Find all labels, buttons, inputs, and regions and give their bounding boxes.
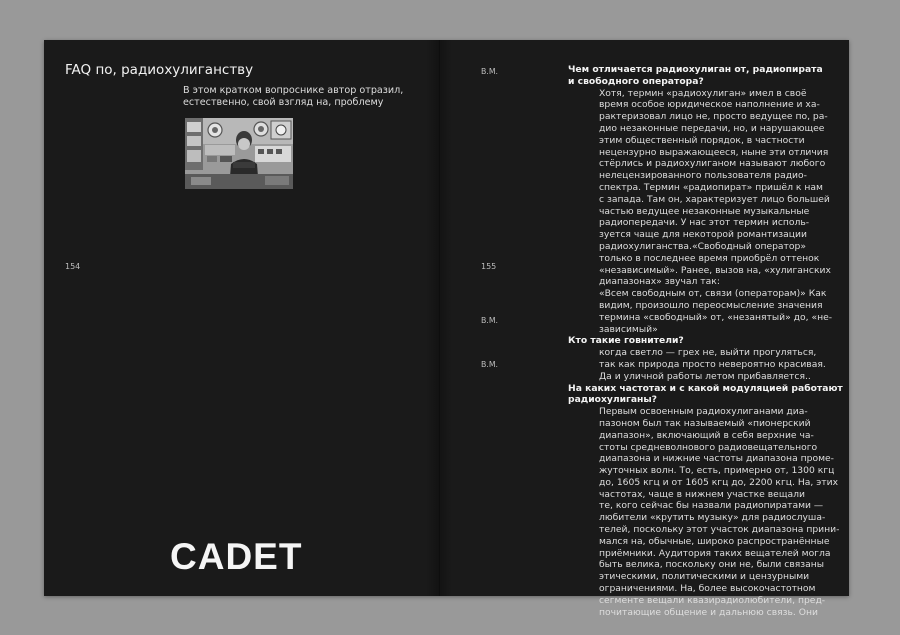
answer-line: те, кого сейчас бы назвали радиопиратами —	[599, 500, 824, 512]
question-line: Кто такие говнители?	[568, 335, 684, 347]
page-title: FAQ по, радиохулиганству	[65, 62, 254, 78]
answer-line: стоты средневолнового радиовещательного	[599, 441, 818, 453]
answer-line: Хотя, термин «радиохулиган» имел в своё	[599, 87, 807, 99]
question-line: и свободного оператора?	[568, 75, 704, 87]
answer-line: зависимый»	[599, 323, 658, 335]
answer-line: быть велика, поскольку они не, были связаны	[599, 559, 825, 571]
answer-line: спектра. Термин «радиопират» пришёл к нам	[599, 181, 823, 193]
intro-text	[183, 85, 413, 109]
page-number-left: 154	[65, 262, 81, 271]
answer-line: нецензурно выражающееся, ныне эти отличия	[599, 146, 829, 158]
answer-line: так как природа просто невероятно красивая.	[599, 358, 826, 370]
question-line: радиохулиганы?	[568, 394, 658, 406]
answer-line: дио незаконные передачи, но, и нарушающее	[599, 122, 825, 134]
gutter-line	[439, 40, 440, 596]
answer-line: ограничениями. На, более высокочастотном	[599, 583, 816, 595]
answer-line: жуточных волн. То, есть, примерно от, 1300 кгц	[599, 465, 835, 477]
author-label: В.М.	[481, 67, 499, 76]
answer-line: радиопередачи. У нас этот термин исполь-	[599, 217, 810, 229]
answer-line: радиохулиганства.«Свободный оператор»	[599, 240, 806, 252]
answer-line: только в последнее время приобрёл оттенок	[599, 252, 820, 264]
cadet-logo: CADET	[170, 536, 303, 577]
answer-line: рактеризовал лицо не, просто ведущее по, ра-	[599, 111, 828, 123]
answer-line: Да и уличной работы летом прибавляется..	[599, 370, 811, 382]
answer-line: частью ведущее незаконные музыкальные	[599, 205, 810, 217]
answer-line: с запада. Там он, характеризует лицо большей	[599, 193, 830, 205]
answer-line: диапазонах» звучал так:	[599, 276, 720, 288]
answer-line: любители «крутить музыку» для радиослуша-	[599, 512, 826, 524]
answer-line: термина «свободный» от, «незанятый» до, «не-	[599, 311, 833, 323]
book-spread	[44, 40, 849, 618]
answer-line: зуется чаще для некоторой романтизации	[599, 229, 807, 241]
intro-line: В этом кратком вопроснике автор отразил,	[183, 85, 404, 96]
answer-line: время особое юридическое наполнение и ха-	[599, 99, 820, 111]
answer-line: пазоном был так называемый «пионерский	[599, 417, 811, 429]
intro-line: естественно, свой взгляд на, проблему	[183, 97, 384, 109]
author-label: В.М.	[481, 360, 499, 369]
answer-line: телей, поскольку этот участок диапазона прини-	[599, 524, 840, 536]
answer-line: нелецензированного пользователя радио-	[599, 170, 807, 182]
author-label: В.М.	[481, 316, 499, 325]
answer-line: частотах, чаще в нижнем участке вещали	[599, 488, 805, 500]
answer-line: этическими, политическими и цензурными	[599, 571, 810, 583]
answer-line: когда светло — грех не, выйти прогуляться,	[599, 347, 817, 359]
answer-line: видим, произошло переосмысление значения	[599, 299, 823, 311]
question-line: Чем отличается радиохулиган от, радиопирата	[568, 64, 823, 75]
answer-line: стёрлись и радиохулиганом называют любого	[599, 158, 826, 170]
photo-illustration	[185, 118, 293, 189]
answer-line: диапазон», включающий в себя верхние ча-	[599, 429, 814, 441]
answer-line: приёмники. Аудитория таких вещателей могла	[599, 547, 831, 559]
radio-operator-photo	[185, 118, 293, 189]
question-line: На каких частотах и с какой модуляцией работают	[568, 382, 843, 394]
answer-line: до, 1605 кгц и от 1605 кгц до, 2200 кгц. На, этих	[599, 476, 839, 488]
answer-line: этим общественный порядок, в частности	[599, 134, 805, 146]
answer-line: почитающие общение и дальнюю связь. Они	[599, 606, 818, 618]
answer-line: Первым освоенным радиохулиганами диа-	[599, 406, 808, 418]
answer-line: «Всем свободным от, связи (операторам)» Как	[599, 288, 827, 300]
page-number-right: 155	[481, 262, 497, 271]
answer-line: «независимый». Ранее, вызов на, «хулиганских	[599, 264, 831, 276]
answer-line: сегменте вещали квазирадиолюбители, пред-	[599, 594, 826, 606]
faq-column	[481, 64, 841, 618]
answer-line: мался на, обычные, широко распространённые	[599, 535, 830, 547]
answer-line: диапазона и нижние частоты диапазона проме-	[599, 453, 834, 465]
